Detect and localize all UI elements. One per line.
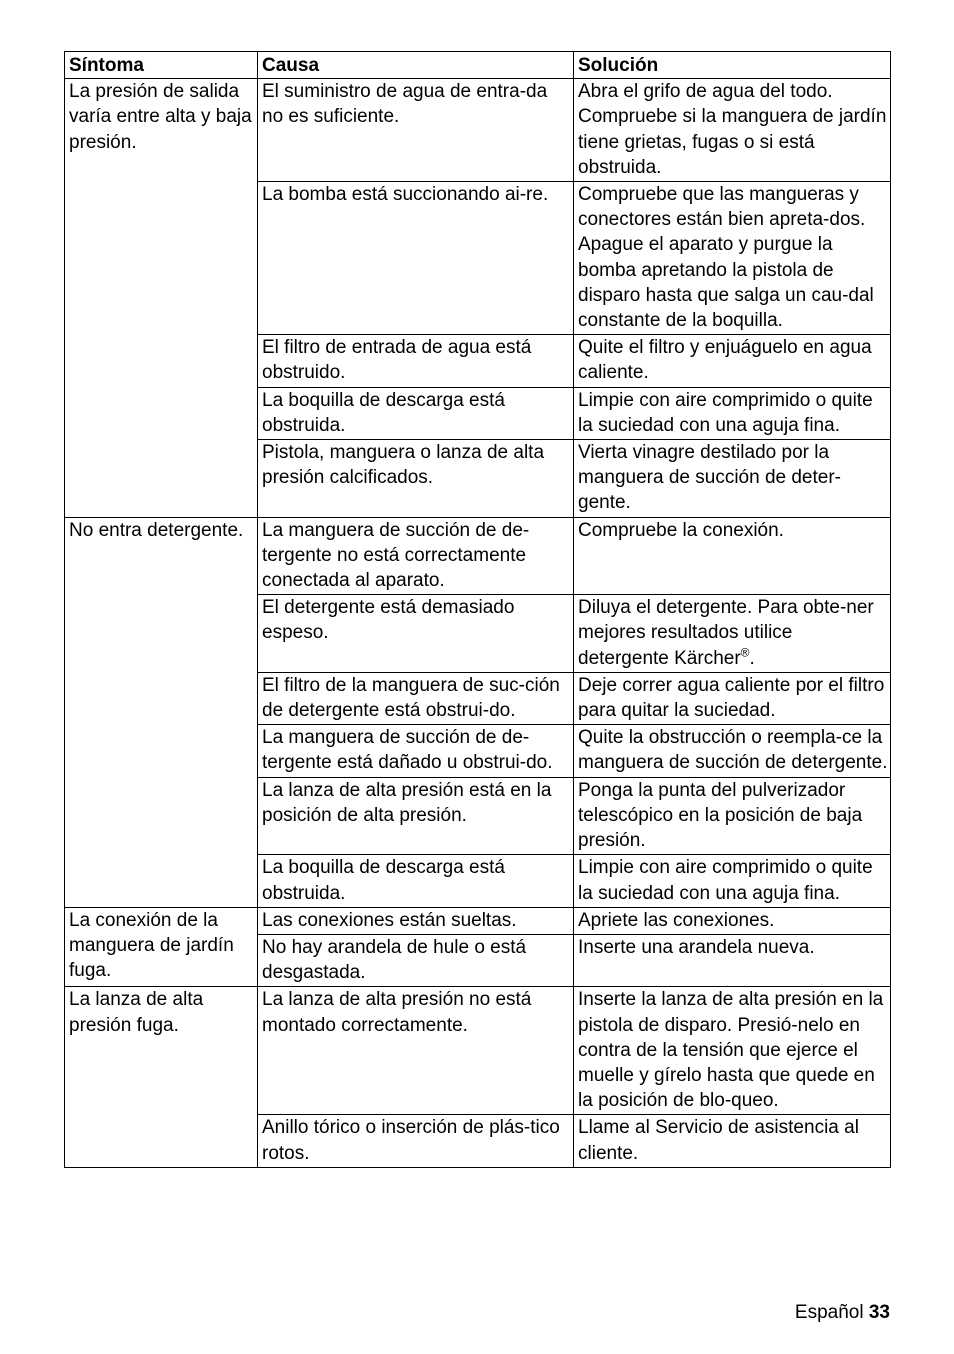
solution-cell: Compruebe que las mangueras y conectores están bien apreta-dos. Apague el aparato y purgue la bomba apretando la pistola de disparo hasta que salga un cau-dal constante de la boquilla.	[574, 182, 891, 335]
table-row	[65, 79, 891, 182]
solution-cell: Ponga la punta del pulverizador telescópico en la posición de baja presión.	[574, 777, 891, 855]
solution-cell: Abra el grifo de agua del todo. Compruebe si la manguera de jardín tiene grietas, fugas o si está obstruida.	[574, 79, 891, 182]
solution-text-tail: .	[749, 647, 755, 669]
cause-cell: La bomba está succionando ai-re.	[258, 182, 574, 335]
cause-cell: La boquilla de descarga está obstruida.	[258, 387, 574, 439]
cause-cell: Las conexiones están sueltas.	[258, 907, 574, 934]
cause-cell: La manguera de succión de de-tergente está dañado u obstrui-do.	[258, 725, 574, 777]
symptom-cell: La lanza de alta presión fuga.	[65, 987, 258, 1167]
solution-cell: Limpie con aire comprimido o quite la suciedad con una aguja fina.	[574, 855, 891, 907]
table-row	[65, 517, 891, 595]
solution-cell: Llame al Servicio de asistencia al cliente.	[574, 1115, 891, 1167]
table-header-row	[65, 52, 891, 79]
cause-cell: La lanza de alta presión no está montado correctamente.	[258, 987, 574, 1115]
table-row	[65, 987, 891, 1115]
header-solution: Solución	[574, 52, 891, 79]
footer-language: Español	[794, 1302, 864, 1323]
cause-cell: El detergente está demasiado espeso.	[258, 595, 574, 673]
solution-cell: Inserte la lanza de alta presión en la pistola de disparo. Presió-nelo en contra de la tensión que ejerce el muelle y gírelo hasta que quede en la posición de blo-queo.	[574, 987, 891, 1115]
cause-cell: La lanza de alta presión está en la posición de alta presión.	[258, 777, 574, 855]
symptom-cell: La conexión de la manguera de jardín fuga.	[65, 907, 258, 987]
solution-cell: Limpie con aire comprimido o quite la suciedad con una aguja fina.	[574, 387, 891, 439]
page-footer	[795, 1302, 890, 1324]
cause-cell: La manguera de succión de de-tergente no está correctamente conectada al aparato.	[258, 517, 574, 595]
cause-cell: Pistola, manguera o lanza de alta presión calcificados.	[258, 440, 574, 518]
solution-cell: Deje correr agua caliente por el filtro para quitar la suciedad.	[574, 672, 891, 724]
solution-cell: Vierta vinagre destilado por la manguera de succión de deter-gente.	[574, 440, 891, 518]
solution-cell: Compruebe la conexión.	[574, 517, 891, 595]
cause-cell: El filtro de entrada de agua está obstruido.	[258, 335, 574, 387]
troubleshooting-table	[64, 51, 891, 1168]
registered-mark: ®	[740, 645, 750, 660]
page-number: 33	[868, 1302, 890, 1323]
cause-cell: Anillo tórico o inserción de plás-tico rotos.	[258, 1115, 574, 1167]
header-cause: Causa	[258, 52, 574, 79]
troubleshooting-table-container	[64, 51, 890, 1168]
solution-cell: Inserte una arandela nueva.	[574, 934, 891, 986]
solution-text: Diluya el detergente. Para obte-ner mejores resultados utilice detergente Kärcher	[578, 597, 874, 669]
symptom-cell: La presión de salida varía entre alta y baja presión.	[65, 79, 258, 517]
cause-cell: El suministro de agua de entra-da no es suficiente.	[258, 79, 574, 182]
table-body	[65, 79, 891, 1168]
solution-cell	[574, 595, 891, 673]
header-symptom: Síntoma	[65, 52, 258, 79]
table-row	[65, 907, 891, 934]
symptom-cell: No entra detergente.	[65, 517, 258, 907]
solution-cell: Quite la obstrucción o reempla-ce la manguera de succión de detergente.	[574, 725, 891, 777]
cause-cell: No hay arandela de hule o está desgastada.	[258, 934, 574, 986]
solution-cell: Apriete las conexiones.	[574, 907, 891, 934]
cause-cell: El filtro de la manguera de suc-ción de detergente está obstrui-do.	[258, 672, 574, 724]
solution-cell: Quite el filtro y enjuáguelo en agua caliente.	[574, 335, 891, 387]
cause-cell: La boquilla de descarga está obstruida.	[258, 855, 574, 907]
